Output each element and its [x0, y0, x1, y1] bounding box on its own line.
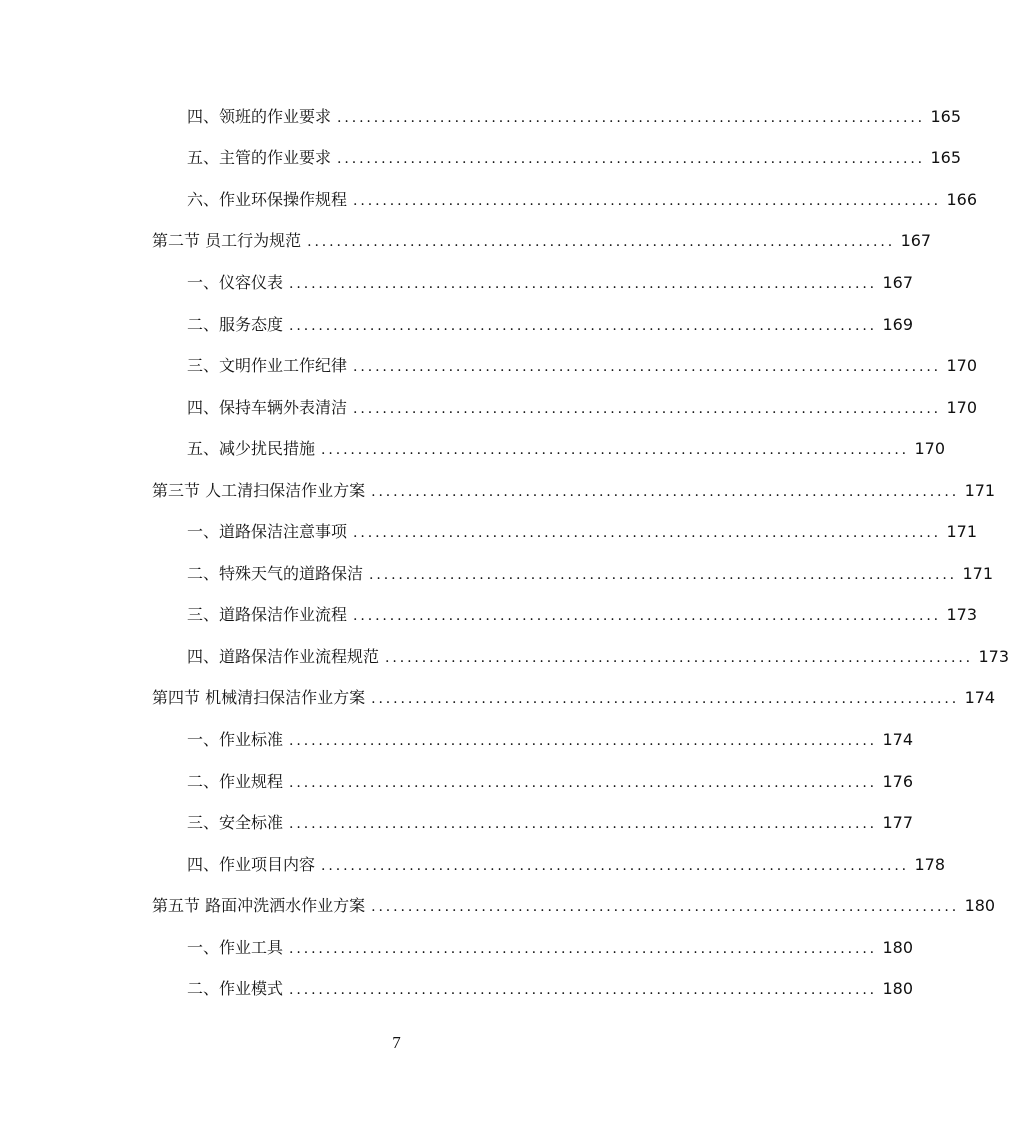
toc-page-number: 178	[914, 854, 946, 874]
toc-entry[interactable]	[0, 262, 914, 304]
toc-entry[interactable]	[0, 345, 978, 387]
toc-entry-title: 一、作业标准	[187, 729, 284, 749]
toc-dot-leader: ................................................................................	[289, 275, 878, 292]
toc-dot-leader: ................................................................................	[353, 192, 942, 209]
toc-page-number: 167	[882, 272, 914, 292]
toc-entry-title: 四、作业项目内容	[187, 854, 316, 874]
toc-page-number: 176	[882, 771, 914, 791]
toc-dot-leader: ................................................................................	[371, 899, 960, 916]
toc-entry[interactable]	[0, 636, 1009, 678]
toc-page-number: 170	[946, 356, 978, 376]
toc-section-title: 第三节 人工清扫保洁作业方案	[152, 480, 366, 500]
toc-entry[interactable]	[0, 428, 946, 470]
toc-page-number: 171	[946, 522, 978, 542]
toc-entry[interactable]	[0, 761, 914, 803]
toc-dot-leader: ................................................................................	[385, 649, 974, 666]
toc-entry-title: 三、安全标准	[187, 813, 284, 833]
toc-page-number: 171	[962, 563, 994, 583]
toc-entry-title: 一、道路保洁注意事项	[187, 522, 348, 542]
toc-dot-leader: ................................................................................	[289, 982, 878, 999]
toc-section-title: 第五节 路面冲洗洒水作业方案	[152, 896, 366, 916]
toc-dot-leader: ................................................................................	[371, 483, 960, 500]
toc-dot-leader: ................................................................................	[353, 359, 942, 376]
toc-dot-leader: ................................................................................	[289, 732, 878, 749]
toc-entry[interactable]	[0, 138, 962, 180]
toc-page-number: 167	[900, 231, 932, 251]
toc-dot-leader: ................................................................................	[307, 234, 896, 251]
toc-entry-title: 二、特殊天气的道路保洁	[187, 563, 364, 583]
toc-entry[interactable]	[0, 595, 978, 637]
toc-entry-title: 五、减少扰民措施	[187, 439, 316, 459]
toc-page-number: 170	[914, 439, 946, 459]
toc-entry-title: 二、服务态度	[187, 314, 284, 334]
toc-section-entry[interactable]	[0, 885, 996, 927]
toc-page-number: 165	[930, 106, 962, 126]
toc-entry[interactable]	[0, 844, 946, 886]
toc-entry-title: 三、道路保洁作业流程	[187, 605, 348, 625]
toc-section-entry[interactable]	[0, 470, 996, 512]
toc-dot-leader: ................................................................................	[369, 566, 958, 583]
page-footer-number: 7	[392, 1033, 401, 1052]
toc-dot-leader: ................................................................................	[337, 151, 926, 168]
toc-dot-leader: ................................................................................	[337, 109, 926, 126]
toc-dot-leader: ................................................................................	[353, 608, 942, 625]
toc-entry-title: 一、作业工具	[187, 937, 284, 957]
toc-entry-title: 四、领班的作业要求	[187, 106, 332, 126]
toc-entry[interactable]	[0, 553, 994, 595]
toc-section-title: 第二节 员工行为规范	[152, 231, 302, 251]
toc-page-number: 174	[882, 729, 914, 749]
toc-entry[interactable]	[0, 304, 914, 346]
toc-entry-title: 二、作业模式	[187, 979, 284, 999]
toc-entry-title: 六、作业环保操作规程	[187, 189, 348, 209]
toc-entry[interactable]	[0, 719, 914, 761]
toc-dot-leader: ................................................................................	[353, 400, 942, 417]
toc-entry-title: 四、道路保洁作业流程规范	[187, 646, 380, 666]
toc-section-entry[interactable]	[0, 678, 996, 720]
toc-entry-title: 三、文明作业工作纪律	[187, 356, 348, 376]
toc-section-title: 第四节 机械清扫保洁作业方案	[152, 688, 366, 708]
toc-entry[interactable]	[0, 968, 914, 1010]
toc-dot-leader: ................................................................................	[289, 940, 878, 957]
toc-dot-leader: ................................................................................	[289, 816, 878, 833]
toc-page-number: 173	[946, 605, 978, 625]
toc-entry-title: 一、仪容仪表	[187, 272, 284, 292]
toc-page-number: 173	[978, 646, 1009, 666]
toc-dot-leader: ................................................................................	[321, 442, 910, 459]
toc-page-number: 180	[882, 937, 914, 957]
toc-dot-leader: ................................................................................	[321, 857, 910, 874]
toc-section-entry[interactable]	[0, 221, 932, 263]
toc-dot-leader: ................................................................................	[289, 317, 878, 334]
toc-entry-title: 四、保持车辆外表清洁	[187, 397, 348, 417]
toc-entry[interactable]	[0, 802, 914, 844]
toc-dot-leader: ................................................................................	[371, 691, 960, 708]
toc-page-number: 174	[964, 688, 996, 708]
toc-page-number: 180	[964, 896, 996, 916]
toc-page-number: 166	[946, 189, 978, 209]
table-of-contents	[0, 96, 1009, 1010]
toc-dot-leader: ................................................................................	[353, 525, 942, 542]
toc-dot-leader: ................................................................................	[289, 774, 878, 791]
toc-page-number: 165	[930, 148, 962, 168]
toc-entry[interactable]	[0, 511, 978, 553]
toc-entry[interactable]	[0, 387, 978, 429]
toc-entry-title: 二、作业规程	[187, 771, 284, 791]
toc-entry[interactable]	[0, 927, 914, 969]
toc-page-number: 170	[946, 397, 978, 417]
toc-entry-title: 五、主管的作业要求	[187, 148, 332, 168]
toc-page-number: 171	[964, 480, 996, 500]
toc-entry[interactable]	[0, 179, 978, 221]
toc-page-number: 177	[882, 813, 914, 833]
toc-page-number: 180	[882, 979, 914, 999]
toc-entry[interactable]	[0, 96, 962, 138]
toc-page-number: 169	[882, 314, 914, 334]
